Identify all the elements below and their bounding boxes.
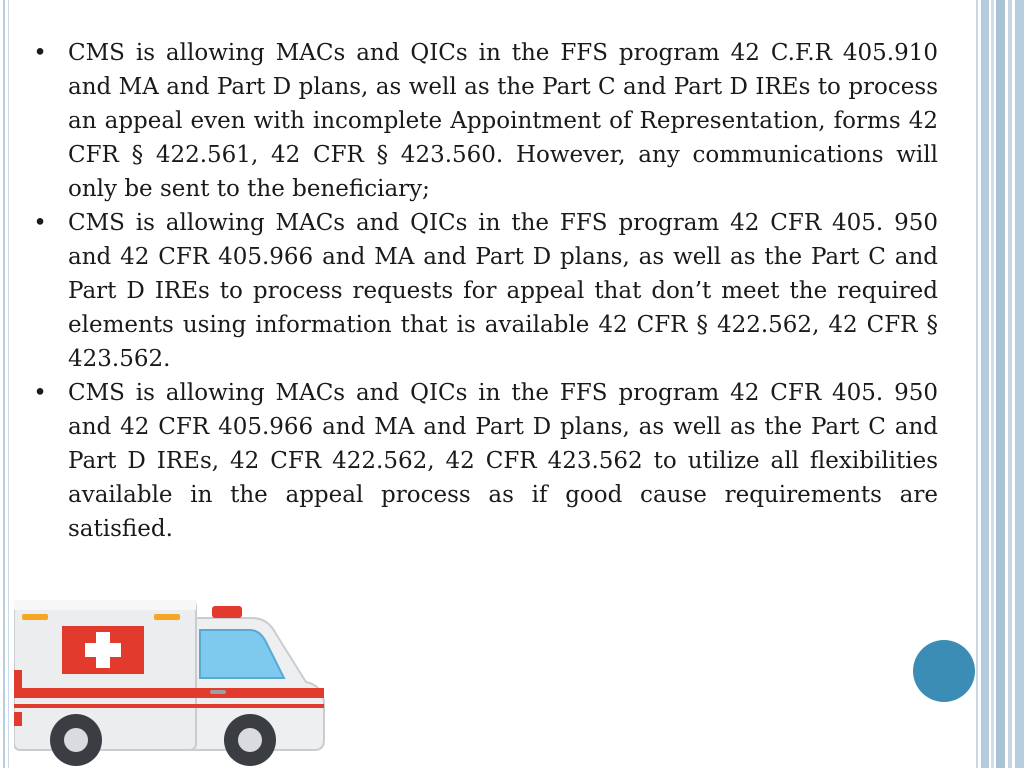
- bullet-item: [30, 206, 938, 376]
- ambulance-icon: [14, 600, 326, 772]
- bullet-item: [30, 36, 938, 206]
- bullet-marker: •: [33, 210, 47, 236]
- bullet-text: CMS is allowing MACs and QICs in the FFS program 42 CFR 405. 950 and 42 CFR 405.966 and MA and Part D plans, as well as the Part C and Part D IREs to process requests for appeal that don’t meet the required elements using information that is available 42 CFR § 422.562, 42 CFR § 423.562.: [68, 210, 938, 372]
- left-border-rule: [3, 0, 5, 768]
- left-border-rule-inner: [8, 0, 9, 768]
- right-border-rule: [1008, 0, 1012, 768]
- bullet-marker: •: [33, 380, 47, 406]
- bullet-item: [30, 376, 938, 546]
- slide-content: [30, 36, 938, 546]
- bullet-text: CMS is allowing MACs and QICs in the FFS program 42 C.F.R 405.910 and MA and Part D plans, as well as the Part C and Part D IREs to process an appeal even with incomplete Appointment of Representation, forms 42 CFR § 422.561, 42 CFR § 423.560. However, any communications will only be sent to the beneficiary;: [68, 40, 938, 202]
- bullet-marker: •: [33, 40, 47, 66]
- bullet-text: CMS is allowing MACs and QICs in the FFS program 42 CFR 405. 950 and 42 CFR 405.966 and MA and Part D plans, as well as the Part C and Part D IREs, 42 CFR 422.562, 42 CFR 423.562 to utilize all flexibilities available in the appeal process as if good cause requirements are satisfied.: [68, 380, 938, 542]
- bullet-list: [30, 36, 938, 546]
- accent-circle: [913, 640, 975, 702]
- right-border-rule: [991, 0, 994, 768]
- right-border-rule: [1015, 0, 1024, 768]
- right-border-rule: [996, 0, 1005, 768]
- right-border-rule: [976, 0, 978, 768]
- right-border-rule: [981, 0, 989, 768]
